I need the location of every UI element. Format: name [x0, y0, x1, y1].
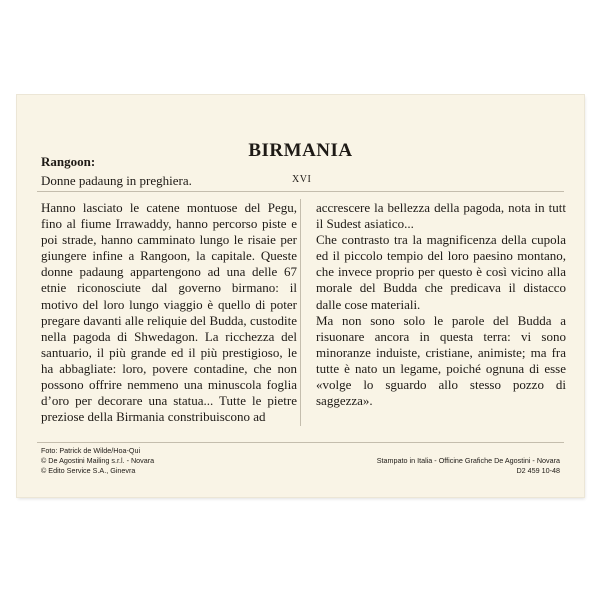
product-code: D2 459 10-48 — [516, 466, 560, 475]
right-paragraph-1: accrescere la bellezza della pagoda, nota in tutt il Sudest asiatico... — [316, 200, 566, 232]
left-text-column — [41, 200, 297, 425]
postcard-back — [17, 95, 584, 497]
photo-credits — [41, 446, 154, 476]
right-text-column — [316, 200, 566, 409]
credit-line: © De Agostini Mailing s.r.l. - Novara — [41, 456, 155, 465]
credit-line: Foto: Patrick de Wilde/Hoa-Qui — [41, 446, 141, 455]
credit-line: © Edito Service S.A., Ginevra — [41, 466, 136, 475]
printer-line: Stampato in Italia - Officine Grafiche De Agostini - Novara — [376, 456, 560, 465]
card-number: XVI — [292, 174, 312, 185]
printer-info — [377, 456, 560, 476]
caption-subtitle: Donne padaung in preghiera. — [41, 173, 192, 188]
card-title: BIRMANIA — [248, 140, 353, 161]
bottom-divider — [37, 442, 564, 443]
right-paragraph-2: Che contrasto tra la magnificenza della cupola ed il piccolo tempio del loro paesino montano, che invece proprio per questo è così vicino alla morale del Budda che predicava il distacco dalle cose materiali. — [316, 232, 566, 312]
place-heading: Rangoon: — [41, 154, 96, 169]
right-paragraph-3: Ma non sono solo le parole del Budda a risuonare ancora in questa terra: vi sono minoranze induiste, cristiane, animiste; ma fra tutte è nato un legame, poiché ognuna di esse «volge lo sguardo allo stesso pozzo di saggezza». — [316, 312, 566, 409]
top-divider — [37, 191, 564, 192]
left-paragraph: Hanno lasciato le catene montuose del Pegu, fino al fiume Irrawaddy, hanno percorso piste e poi strade, hanno camminato lungo le risaie per giungere infine a Rangoon, la capitale. Queste donne padaung appartengono ad una delle 67 etnie riconosciute dal governo birmano: il motivo del loro lungo viaggio è quello di poter pregare davanti alle reliquie del Budda, custodite nella pagoda di Shwedagon. La ricchezza del santuario, il più grande ed il più prestigioso, le ha abbagliate: loro, povere contadine, che non possono offrire nemmeno una minuscola foglia d’oro per decorare una statua... Tutte le pietre preziose della Birmania constribuiscono ad — [41, 200, 297, 425]
column-divider — [300, 199, 301, 426]
